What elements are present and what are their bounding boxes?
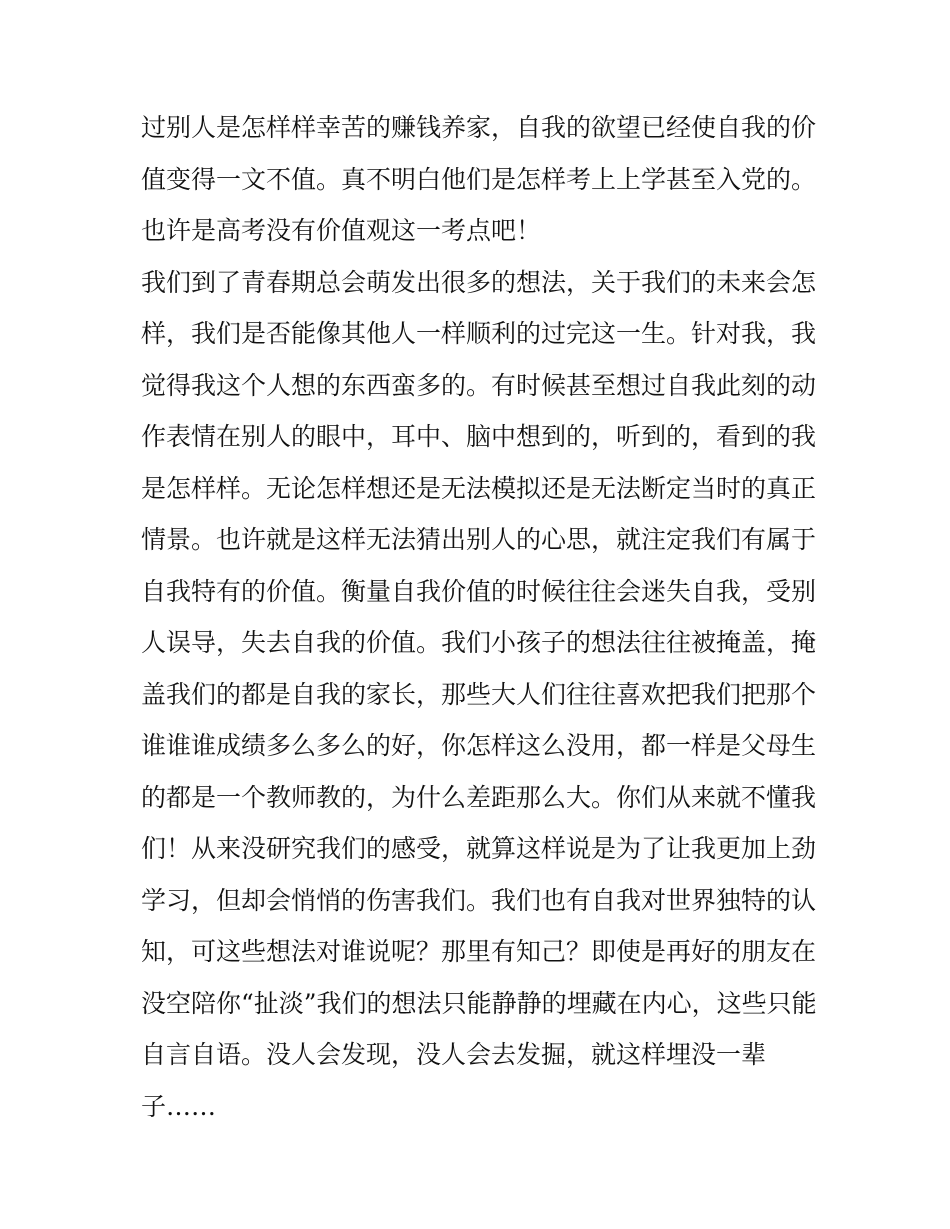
body-text — [141, 102, 821, 1132]
text-line: 知，可这些想法对谁说呢？那里有知己？即使是再好的朋友在 — [141, 937, 817, 966]
text-line: 觉得我这个人想的东西蛮多的。有时候甚至想过自我此刻的动 — [141, 370, 817, 400]
text-line: 学习，但却会悄悄的伤害我们。我们也有自我对世界独特的认 — [141, 885, 817, 915]
text-line: 我们到了青春期总会萌发出很多的想法，关于我们的未来会怎 — [141, 267, 817, 297]
text-line: 的都是一个教师教的，为什么差距那么大。你们从来就不懂我 — [141, 782, 817, 812]
text-line: 自言自语。没人会发现，没人会去发掘，就这样埋没一辈 — [141, 1040, 767, 1069]
text-line: 情景。也许就是这样无法猜出别人的心思，就注定我们有属于 — [141, 525, 817, 554]
text-line: 们！从来没研究我们的感受，就算这样说是为了让我更加上劲 — [141, 834, 817, 863]
text-line: 人误导，失去自我的价值。我们小孩子的想法往往被掩盖，掩 — [141, 628, 817, 657]
text-line: 没空陪你“扯淡”我们的想法只能静静的埋藏在内心，这些只能 — [141, 988, 817, 1018]
text-line: 是怎样样。无论怎样想还是无法模拟还是无法断定当时的真正 — [141, 473, 817, 503]
text-line: 过别人是怎样样幸苦的赚钱养家，自我的欲望已经使自我的价 — [141, 113, 817, 142]
text-line: 盖我们的都是自我的家长，那些大人们往往喜欢把我们把那个 — [141, 679, 817, 709]
text-line: 样，我们是否能像其他人一样顺利的过完这一生。针对我，我 — [141, 319, 817, 348]
text-line: 也许是高考没有价值观这一考点吧！ — [141, 216, 542, 245]
text-line: 自我特有的价值。衡量自我价值的时候往往会迷失自我，受别 — [141, 576, 817, 606]
text-line: 子…… — [141, 1091, 217, 1121]
text-line: 值变得一文不值。真不明白他们是怎样考上上学甚至入党的。 — [141, 164, 817, 194]
text-line: 谁谁谁成绩多么多么的好，你怎样这么没用，都一样是父母生 — [141, 731, 817, 760]
text-line: 作表情在别人的眼中，耳中、脑中想到的，听到的，看到的我 — [141, 422, 817, 451]
